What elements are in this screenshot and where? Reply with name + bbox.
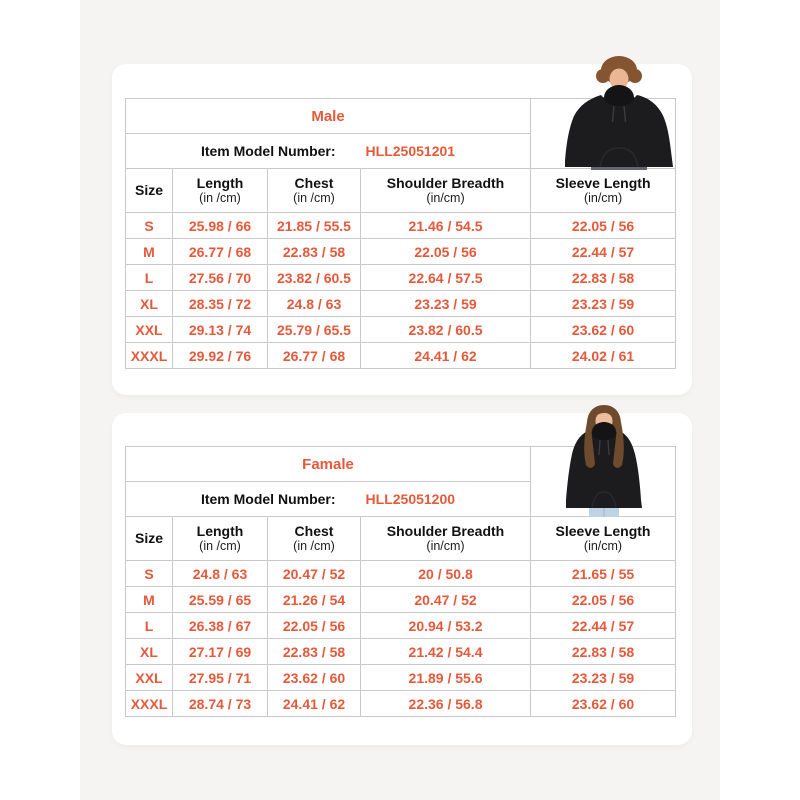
size-cell: XXL bbox=[126, 317, 173, 343]
value-cell: 21.85 / 55.5 bbox=[268, 213, 361, 239]
col-header-sleeve-length: Sleeve Length (in/cm) bbox=[531, 517, 676, 561]
size-cell: L bbox=[126, 265, 173, 291]
value-cell: 26.77 / 68 bbox=[173, 239, 268, 265]
table-row bbox=[126, 239, 676, 265]
table-row bbox=[126, 587, 676, 613]
size-cell: XXXL bbox=[126, 343, 173, 369]
size-cell: M bbox=[126, 239, 173, 265]
value-cell: 24.41 / 62 bbox=[361, 343, 531, 369]
value-cell: 22.44 / 57 bbox=[531, 613, 676, 639]
value-cell: 21.42 / 54.4 bbox=[361, 639, 531, 665]
model-number-label: Item Model Number: bbox=[200, 143, 336, 159]
size-cell: XL bbox=[126, 291, 173, 317]
table-title-female: Famale bbox=[126, 447, 531, 482]
value-cell: 22.05 / 56 bbox=[531, 213, 676, 239]
size-cell: XXXL bbox=[126, 691, 173, 717]
table-row bbox=[126, 447, 676, 482]
value-cell: 25.98 / 66 bbox=[173, 213, 268, 239]
value-cell: 25.79 / 65.5 bbox=[268, 317, 361, 343]
value-cell: 22.64 / 57.5 bbox=[361, 265, 531, 291]
value-cell: 29.13 / 74 bbox=[173, 317, 268, 343]
col-header-length: Length (in /cm) bbox=[173, 169, 268, 213]
value-cell: 22.83 / 58 bbox=[268, 239, 361, 265]
table-header-row bbox=[126, 517, 676, 561]
value-cell: 20.47 / 52 bbox=[268, 561, 361, 587]
table-row bbox=[126, 317, 676, 343]
table-header-row bbox=[126, 169, 676, 213]
value-cell: 21.46 / 54.5 bbox=[361, 213, 531, 239]
value-cell: 27.56 / 70 bbox=[173, 265, 268, 291]
size-cell: M bbox=[126, 587, 173, 613]
female-photo-cell bbox=[531, 447, 676, 517]
value-cell: 26.77 / 68 bbox=[268, 343, 361, 369]
col-header-sleeve-length: Sleeve Length (in/cm) bbox=[531, 169, 676, 213]
value-cell: 20 / 50.8 bbox=[361, 561, 531, 587]
male-photo-cell bbox=[531, 99, 676, 169]
value-cell: 25.59 / 65 bbox=[173, 587, 268, 613]
value-cell: 22.05 / 56 bbox=[531, 587, 676, 613]
value-cell: 23.23 / 59 bbox=[531, 665, 676, 691]
value-cell: 21.89 / 55.6 bbox=[361, 665, 531, 691]
value-cell: 22.83 / 58 bbox=[531, 265, 676, 291]
table-row bbox=[126, 639, 676, 665]
female-size-card bbox=[112, 413, 692, 745]
value-cell: 27.17 / 69 bbox=[173, 639, 268, 665]
value-cell: 22.05 / 56 bbox=[361, 239, 531, 265]
value-cell: 22.83 / 58 bbox=[531, 639, 676, 665]
model-number-value: HLL25051201 bbox=[365, 143, 456, 159]
table-row bbox=[126, 665, 676, 691]
value-cell: 29.92 / 76 bbox=[173, 343, 268, 369]
value-cell: 22.83 / 58 bbox=[268, 639, 361, 665]
value-cell: 23.82 / 60.5 bbox=[268, 265, 361, 291]
col-header-shoulder-breadth: Shoulder Breadth (in/cm) bbox=[361, 517, 531, 561]
value-cell: 28.35 / 72 bbox=[173, 291, 268, 317]
value-cell: 23.82 / 60.5 bbox=[361, 317, 531, 343]
table-row bbox=[126, 561, 676, 587]
value-cell: 22.44 / 57 bbox=[531, 239, 676, 265]
value-cell: 24.8 / 63 bbox=[268, 291, 361, 317]
col-header-length: Length (in /cm) bbox=[173, 517, 268, 561]
size-cell: S bbox=[126, 561, 173, 587]
value-cell: 21.65 / 55 bbox=[531, 561, 676, 587]
male-size-table bbox=[125, 98, 676, 369]
value-cell: 23.62 / 60 bbox=[268, 665, 361, 691]
col-header-chest: Chest (in /cm) bbox=[268, 169, 361, 213]
male-size-card bbox=[112, 64, 692, 395]
table-row bbox=[126, 691, 676, 717]
table-row bbox=[126, 343, 676, 369]
model-number-row bbox=[126, 134, 531, 169]
value-cell: 23.23 / 59 bbox=[531, 291, 676, 317]
value-cell: 22.36 / 56.8 bbox=[361, 691, 531, 717]
value-cell: 27.95 / 71 bbox=[173, 665, 268, 691]
value-cell: 22.05 / 56 bbox=[268, 613, 361, 639]
value-cell: 28.74 / 73 bbox=[173, 691, 268, 717]
table-row bbox=[126, 99, 676, 134]
value-cell: 23.23 / 59 bbox=[361, 291, 531, 317]
value-cell: 24.8 / 63 bbox=[173, 561, 268, 587]
size-cell: XXL bbox=[126, 665, 173, 691]
value-cell: 26.38 / 67 bbox=[173, 613, 268, 639]
size-cell: S bbox=[126, 213, 173, 239]
col-header-chest: Chest (in /cm) bbox=[268, 517, 361, 561]
model-number-value: HLL25051200 bbox=[365, 491, 456, 507]
female-size-table bbox=[125, 446, 676, 717]
value-cell: 21.26 / 54 bbox=[268, 587, 361, 613]
value-cell: 24.02 / 61 bbox=[531, 343, 676, 369]
model-number-label: Item Model Number: bbox=[200, 491, 336, 507]
col-header-shoulder-breadth: Shoulder Breadth (in/cm) bbox=[361, 169, 531, 213]
model-number-row bbox=[126, 482, 531, 517]
table-row bbox=[126, 291, 676, 317]
value-cell: 24.41 / 62 bbox=[268, 691, 361, 717]
value-cell: 23.62 / 60 bbox=[531, 317, 676, 343]
table-row bbox=[126, 213, 676, 239]
size-cell: XL bbox=[126, 639, 173, 665]
size-cell: L bbox=[126, 613, 173, 639]
value-cell: 23.62 / 60 bbox=[531, 691, 676, 717]
col-header-size: Size bbox=[126, 169, 173, 213]
value-cell: 20.94 / 53.2 bbox=[361, 613, 531, 639]
table-row bbox=[126, 265, 676, 291]
col-header-size: Size bbox=[126, 517, 173, 561]
table-title-male: Male bbox=[126, 99, 531, 134]
table-row bbox=[126, 613, 676, 639]
value-cell: 20.47 / 52 bbox=[361, 587, 531, 613]
